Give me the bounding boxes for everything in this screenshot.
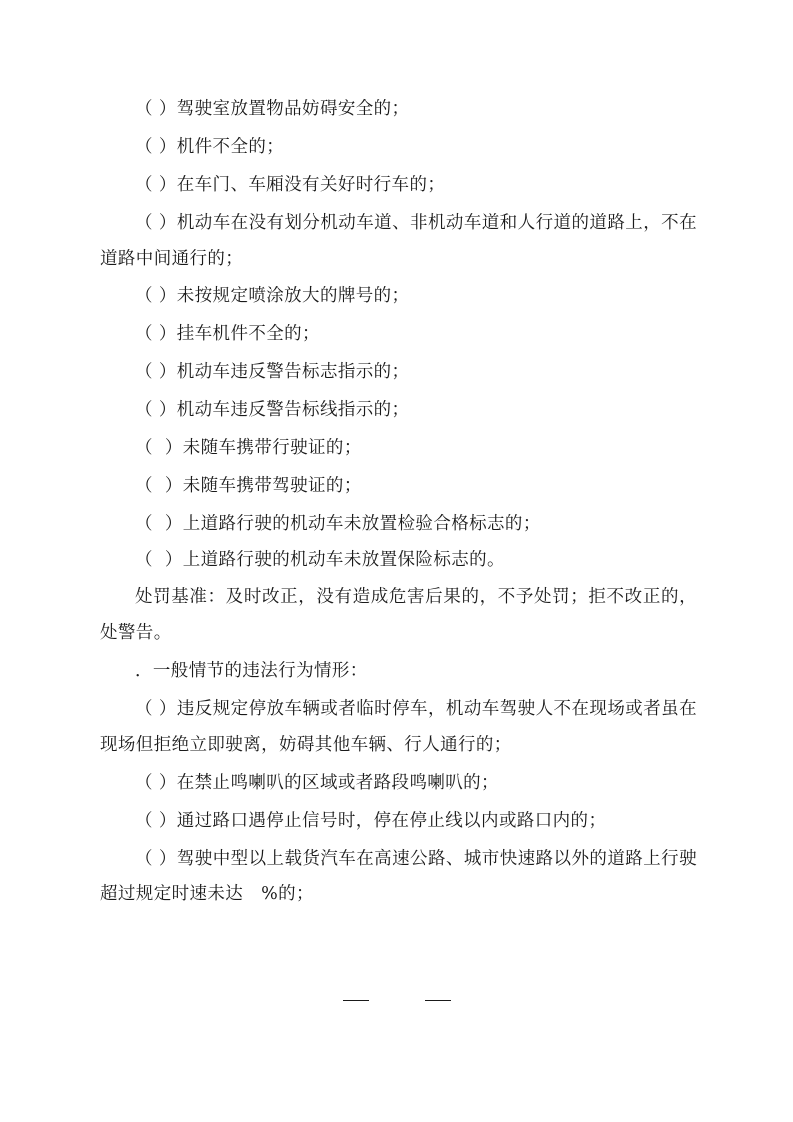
footer-dash-left	[343, 1000, 369, 1002]
paragraph: （ ）上道路行驶的机动车未放置检验合格标志的；	[135, 513, 541, 534]
paragraph: （ ）在车门、车厢没有关好时行车的；	[135, 174, 446, 195]
paragraph: （ ）违反规定停放车辆或者临时停车，机动车驾驶人不在现场或者虽在现场但拒绝立即驶离，妨碍其他车辆、行人通行的；	[100, 699, 697, 755]
paragraph: （ ）驾驶中型以上载货汽车在高速公路、城市快速路以外的道路上行驶超过规定时速未达 %的；	[100, 848, 697, 905]
paragraph: （ ）未随车携带行驶证的；	[135, 437, 362, 458]
paragraph: 处罚基准：及时改正，没有造成危害后果的，不予处罚；拒不改正的，处警告。	[100, 587, 697, 644]
paragraph: （ ）机动车违反警告标志指示的；	[135, 362, 410, 383]
paragraph: （ ）在禁止鸣喇叭的区域或者路段鸣喇叭的；	[135, 772, 499, 793]
footer-dash-right	[425, 1000, 451, 1002]
paragraph: （ ）驾驶室放置物品妨碍安全的；	[135, 99, 410, 119]
paragraph: （ ）通过路口遇停止信号时，停在停止线以内或路口内的；	[135, 810, 607, 831]
document-body	[100, 92, 697, 913]
paragraph: （ ）挂车机件不全的；	[135, 324, 320, 345]
paragraph: （ ）机件不全的；	[135, 136, 285, 157]
paragraph: （ ）机动车在没有划分机动车道、非机动车道和人行道的道路上，不在道路中间通行的；	[100, 212, 697, 269]
paragraph: （ ）未按规定喷涂放大的牌号的；	[135, 286, 410, 307]
paragraph: （ ）机动车违反警告标线指示的；	[135, 400, 410, 420]
page-footer	[0, 990, 793, 1010]
paragraph: （ ）上道路行驶的机动车未放置保险标志的。	[135, 549, 505, 570]
paragraph: （ ）未随车携带驾驶证的；	[135, 475, 362, 496]
paragraph: ．一般情节的违法行为情形：	[135, 661, 368, 682]
